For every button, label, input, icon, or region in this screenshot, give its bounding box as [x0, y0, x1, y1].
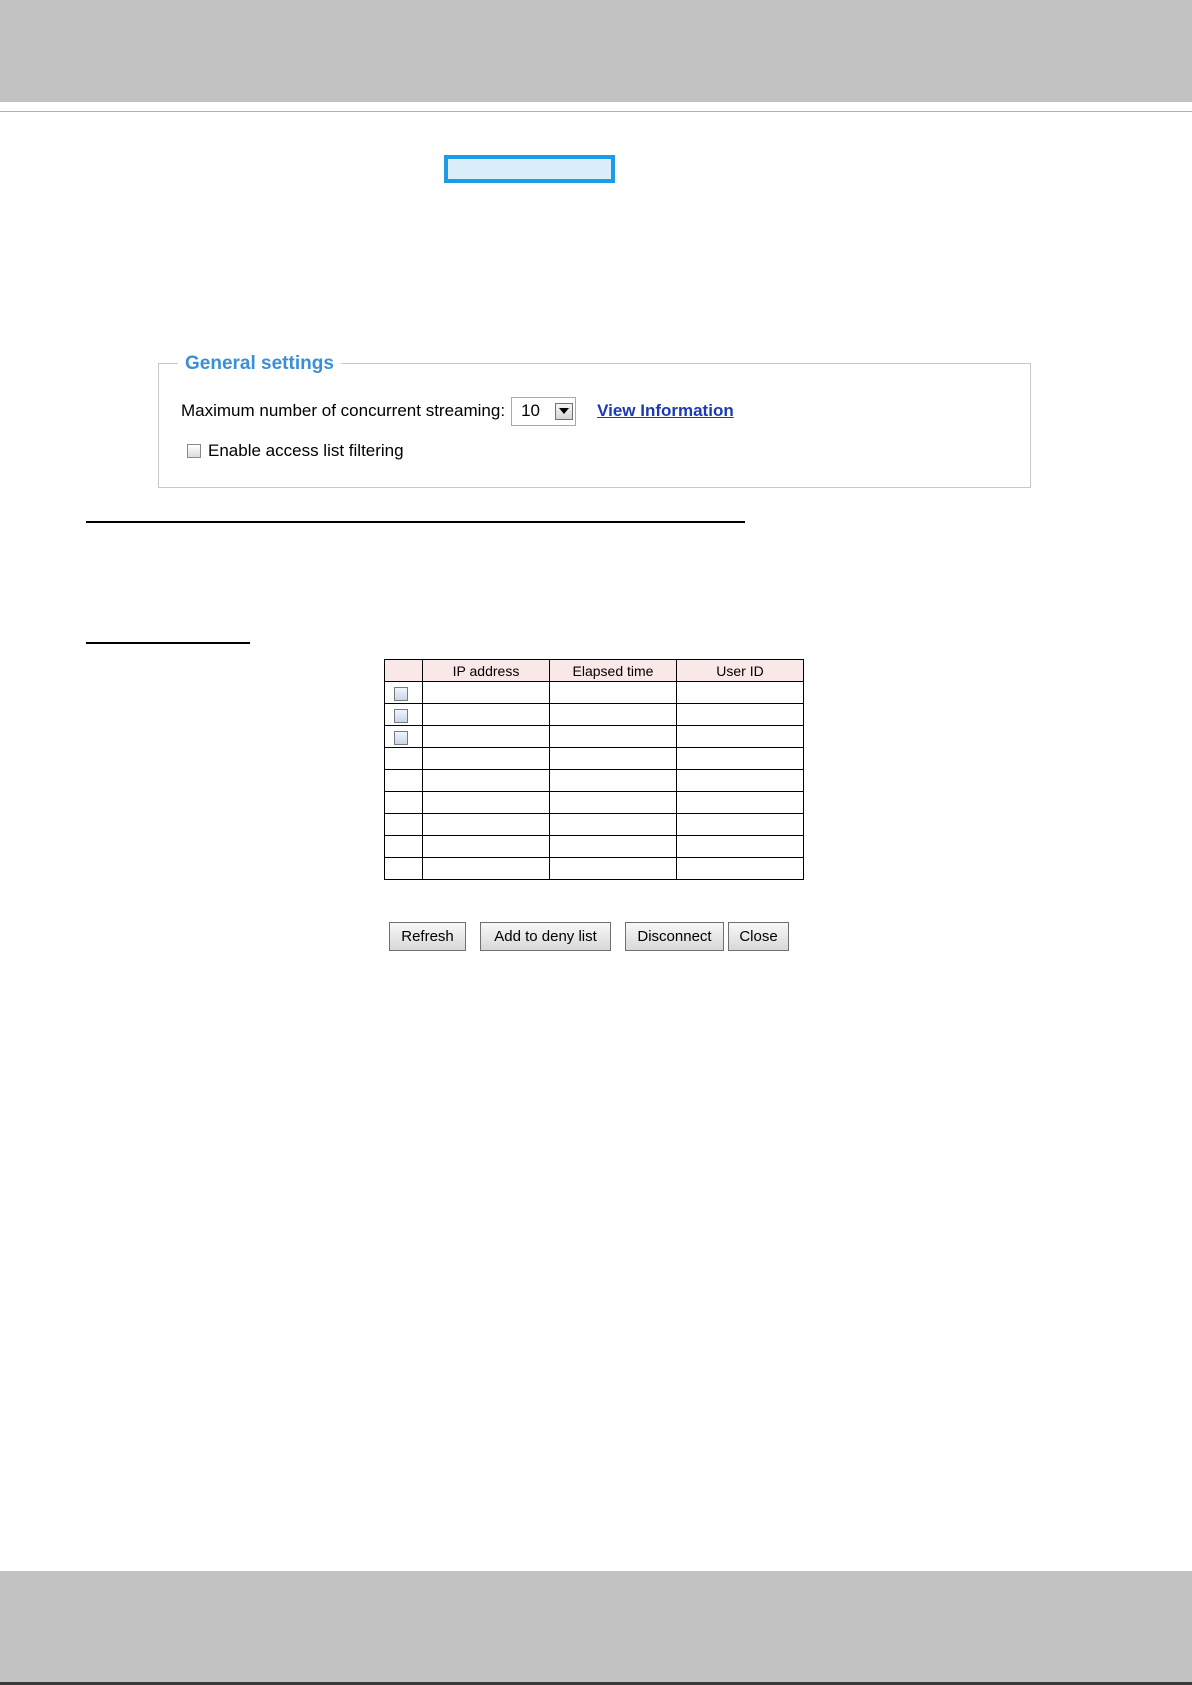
access-filter-row — [187, 439, 404, 463]
ip-cell — [423, 704, 550, 726]
enable-access-filter-label: Enable access list filtering — [208, 441, 404, 460]
general-settings-panel — [158, 353, 1031, 488]
user-cell — [677, 858, 804, 880]
elapsed-cell — [550, 682, 677, 704]
table-row — [385, 836, 804, 858]
max-streaming-label: Maximum number of concurrent streaming: — [181, 401, 506, 420]
user-cell — [677, 726, 804, 748]
page-header-band — [0, 0, 1192, 102]
max-streaming-select[interactable] — [511, 397, 576, 426]
ip-cell — [423, 792, 550, 814]
user-cell — [677, 704, 804, 726]
max-streaming-value: 10 — [521, 401, 540, 420]
dropdown-arrow-button[interactable] — [555, 403, 573, 420]
row-select-cell — [385, 704, 423, 726]
ip-cell — [423, 770, 550, 792]
chevron-down-icon — [559, 408, 569, 414]
row-select-cell — [385, 858, 423, 880]
ip-cell — [423, 814, 550, 836]
row-select-cell — [385, 682, 423, 704]
header-elapsed-time: Elapsed time — [550, 660, 677, 682]
highlighted-menu-item[interactable] — [444, 155, 615, 183]
elapsed-cell — [550, 836, 677, 858]
user-cell — [677, 792, 804, 814]
user-cell — [677, 748, 804, 770]
disconnect-button[interactable]: Disconnect — [625, 922, 724, 951]
section-rule-short — [86, 642, 250, 644]
user-cell — [677, 814, 804, 836]
elapsed-cell — [550, 814, 677, 836]
header-user-id: User ID — [677, 660, 804, 682]
max-streaming-row — [181, 396, 734, 426]
user-cell — [677, 836, 804, 858]
row-select-cell — [385, 726, 423, 748]
elapsed-cell — [550, 726, 677, 748]
general-settings-legend: General settings — [178, 353, 341, 375]
header-divider — [0, 111, 1192, 112]
ip-cell — [423, 836, 550, 858]
add-to-deny-list-button[interactable]: Add to deny list — [480, 922, 611, 951]
row-checkbox[interactable] — [394, 731, 408, 745]
table-row — [385, 858, 804, 880]
ip-cell — [423, 726, 550, 748]
row-checkbox[interactable] — [394, 709, 408, 723]
elapsed-cell — [550, 858, 677, 880]
user-cell — [677, 770, 804, 792]
row-select-cell — [385, 836, 423, 858]
row-select-cell — [385, 770, 423, 792]
table-header-row — [385, 660, 804, 682]
elapsed-cell — [550, 770, 677, 792]
ip-cell — [423, 748, 550, 770]
table-row — [385, 814, 804, 836]
elapsed-cell — [550, 704, 677, 726]
table-row — [385, 770, 804, 792]
enable-access-filter-checkbox[interactable] — [187, 444, 201, 458]
table-row — [385, 726, 804, 748]
section-rule-long — [86, 521, 745, 523]
ip-cell — [423, 682, 550, 704]
elapsed-cell — [550, 748, 677, 770]
table-row — [385, 682, 804, 704]
header-ip-address: IP address — [423, 660, 550, 682]
page-footer-band — [0, 1571, 1192, 1685]
view-information-link[interactable]: View Information — [597, 401, 734, 420]
table-row — [385, 748, 804, 770]
table-row — [385, 704, 804, 726]
refresh-button[interactable]: Refresh — [389, 922, 466, 951]
elapsed-cell — [550, 792, 677, 814]
close-button[interactable]: Close — [728, 922, 789, 951]
row-select-cell — [385, 814, 423, 836]
row-checkbox[interactable] — [394, 687, 408, 701]
user-cell — [677, 682, 804, 704]
header-select — [385, 660, 423, 682]
table-row — [385, 792, 804, 814]
connection-status-table — [384, 659, 804, 880]
row-select-cell — [385, 748, 423, 770]
ip-cell — [423, 858, 550, 880]
row-select-cell — [385, 792, 423, 814]
